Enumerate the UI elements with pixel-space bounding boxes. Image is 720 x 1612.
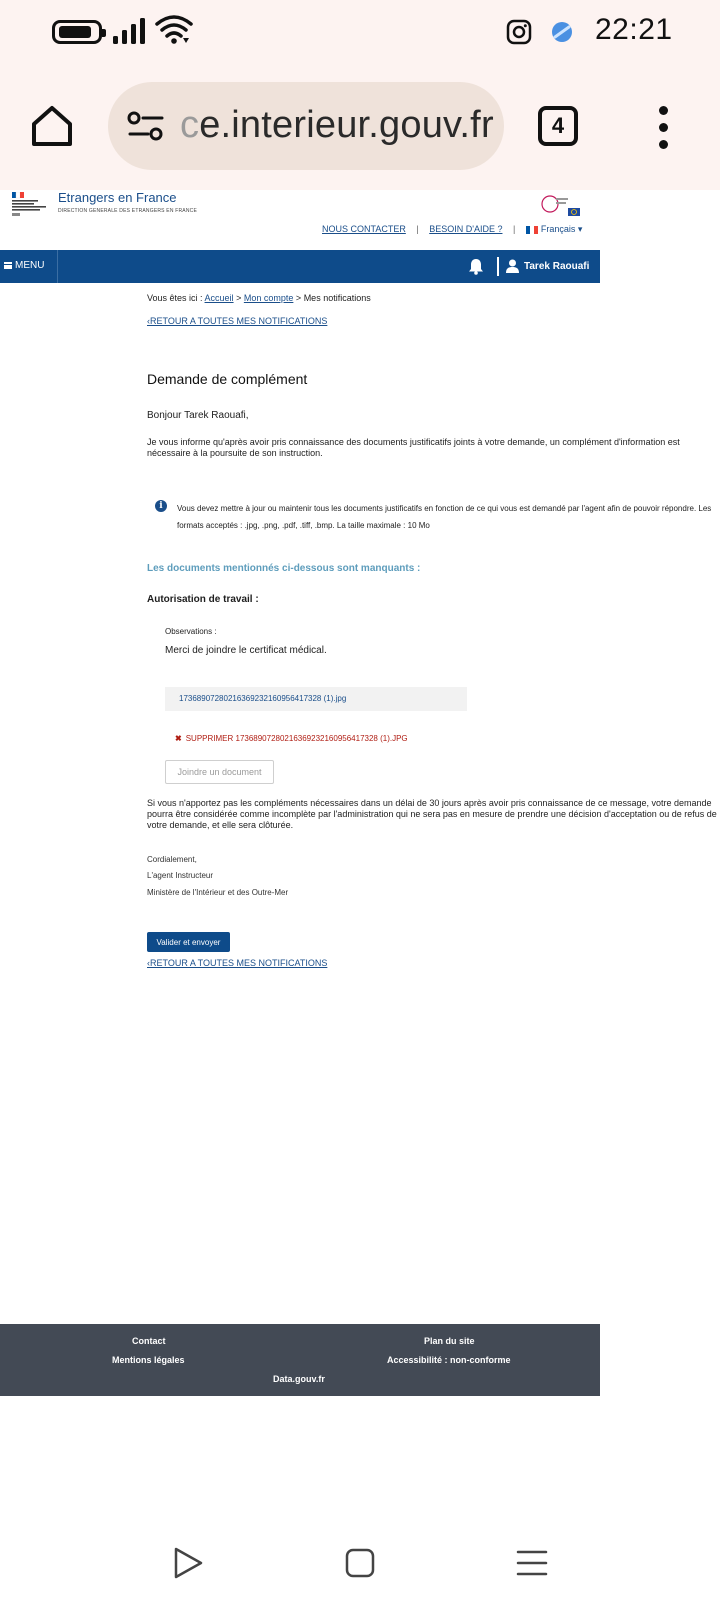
uploaded-file-link[interactable]: 173689072802163692321609564173​28 (1).jpg [179, 694, 347, 703]
signature-ministry: Ministère de l'Intérieur et des Outre-Mer [147, 888, 289, 897]
bell-icon[interactable] [468, 258, 484, 275]
document-heading: Autorisation de travail : [147, 594, 259, 605]
missing-documents-heading: Les documents mentionnés ci-dessous sont manquants : [147, 563, 421, 574]
republique-francaise-logo [12, 192, 50, 218]
french-flag-icon [526, 226, 538, 234]
delete-file-link[interactable]: ✖ SUPPRIMER 17368907280216369232160956417328 (1).JPG [175, 734, 408, 743]
hamburger-icon [4, 262, 12, 269]
breadcrumb-current: Mes notifications [303, 293, 371, 303]
footer-sitemap-link[interactable]: Plan du site [424, 1336, 475, 1346]
help-link[interactable]: BESOIN D'AIDE ? [429, 224, 503, 234]
user-icon[interactable] [506, 259, 519, 273]
site-subtitle: DIRECTION GENERALE DES ETRANGERS EN FRANCE [58, 208, 197, 214]
intro-text: Je vous informe qu'après avoir pris connaissance des documents justificatifs joints à votre demande, un complément d'information est nécessaire à la poursuite de son instruction. [147, 437, 680, 458]
site-settings-icon[interactable] [126, 110, 166, 142]
back-to-notifications-link-top[interactable]: ‹RETOUR A TOUTES MES NOTIFICATIONS [147, 316, 328, 326]
breadcrumb-home[interactable]: Accueil [204, 293, 234, 303]
home-icon[interactable] [28, 102, 76, 150]
footer-contact-link[interactable]: Contact [132, 1336, 166, 1346]
greeting: Bonjour Tarek Raouafi, [147, 410, 249, 421]
site-title[interactable]: Etrangers en France [58, 190, 177, 205]
address-bar[interactable] [108, 82, 504, 170]
header-links: NOUS CONTACTER | BESOIN D'AIDE ? | Français ▾ [322, 224, 583, 234]
signature-greeting: Cordialement, [147, 855, 197, 864]
instagram-icon [506, 19, 532, 45]
battery-icon [52, 20, 102, 44]
home-nav-icon[interactable] [342, 1545, 378, 1581]
back-nav-icon[interactable] [170, 1545, 206, 1581]
main-navbar [0, 250, 600, 283]
user-name[interactable]: Tarek Raouafi [524, 261, 590, 272]
app-notification-icon [550, 20, 574, 44]
observations-label: Observations : [165, 627, 217, 636]
delete-icon: ✖ [175, 734, 182, 743]
navbar-separator [497, 257, 499, 276]
language-selector[interactable]: Français ▾ [526, 224, 583, 234]
wifi-icon [155, 14, 193, 46]
contact-link[interactable]: NOUS CONTACTER [322, 224, 406, 234]
info-text: Vous devez mettre à jour ou maintenir tous les documents justificatifs en fonction de ce qui vous est demandé par l'agent afin de pouvoir répondre. Les formats acceptés : .jpg, .png, .pdf, .tiff, .bmp. La taille maximale : 10 Mo [177, 504, 712, 530]
submit-button[interactable]: Valider et envoyer [147, 932, 230, 952]
menu-button[interactable]: MENU [4, 260, 44, 271]
signal-icon [112, 18, 148, 44]
tab-switcher-button[interactable]: 4 [538, 106, 578, 146]
navbar-divider [57, 250, 58, 283]
signature-role: L'agent Instructeur [147, 871, 214, 880]
deadline-warning: Si vous n'apportez pas les compléments nécessaires dans un délai de 30 jours après avoir pris connaissance de ce message, votre demande pourra être considérée comme incomplète par l'administration qui ne sera pas en mesure de prendre une décision d'acceptation ou de refus de votre demande, et elle sera clôturée. [147, 798, 717, 830]
observations-text: Merci de joindre le certificat médical. [165, 645, 327, 656]
clock: 22:21 [595, 13, 673, 46]
recents-nav-icon[interactable] [514, 1545, 550, 1581]
page-title: Demande de complément [147, 371, 308, 387]
breadcrumb: Vous êtes ici : Accueil > Mon compte > Mes notifications [147, 293, 371, 303]
breadcrumb-account[interactable]: Mon compte [243, 293, 294, 303]
back-to-notifications-link-bottom[interactable]: ‹RETOUR A TOUTES MES NOTIFICATIONS [147, 958, 328, 968]
site-footer [0, 1324, 600, 1396]
more-menu-icon[interactable] [656, 106, 672, 150]
info-icon: i [155, 500, 167, 512]
footer-legal-link[interactable]: Mentions légales [112, 1355, 185, 1365]
attach-document-button[interactable]: Joindre un document [165, 760, 274, 784]
footer-accessibility-link[interactable]: Accessibilité : non-conforme [387, 1355, 511, 1365]
uploaded-file-row [165, 687, 467, 711]
eu-funding-logo [540, 194, 582, 218]
url-text[interactable]: ce.interieur.gouv.fr [180, 104, 494, 146]
footer-data-link[interactable]: Data.gouv.fr [273, 1374, 325, 1384]
browser-chrome [0, 0, 720, 190]
